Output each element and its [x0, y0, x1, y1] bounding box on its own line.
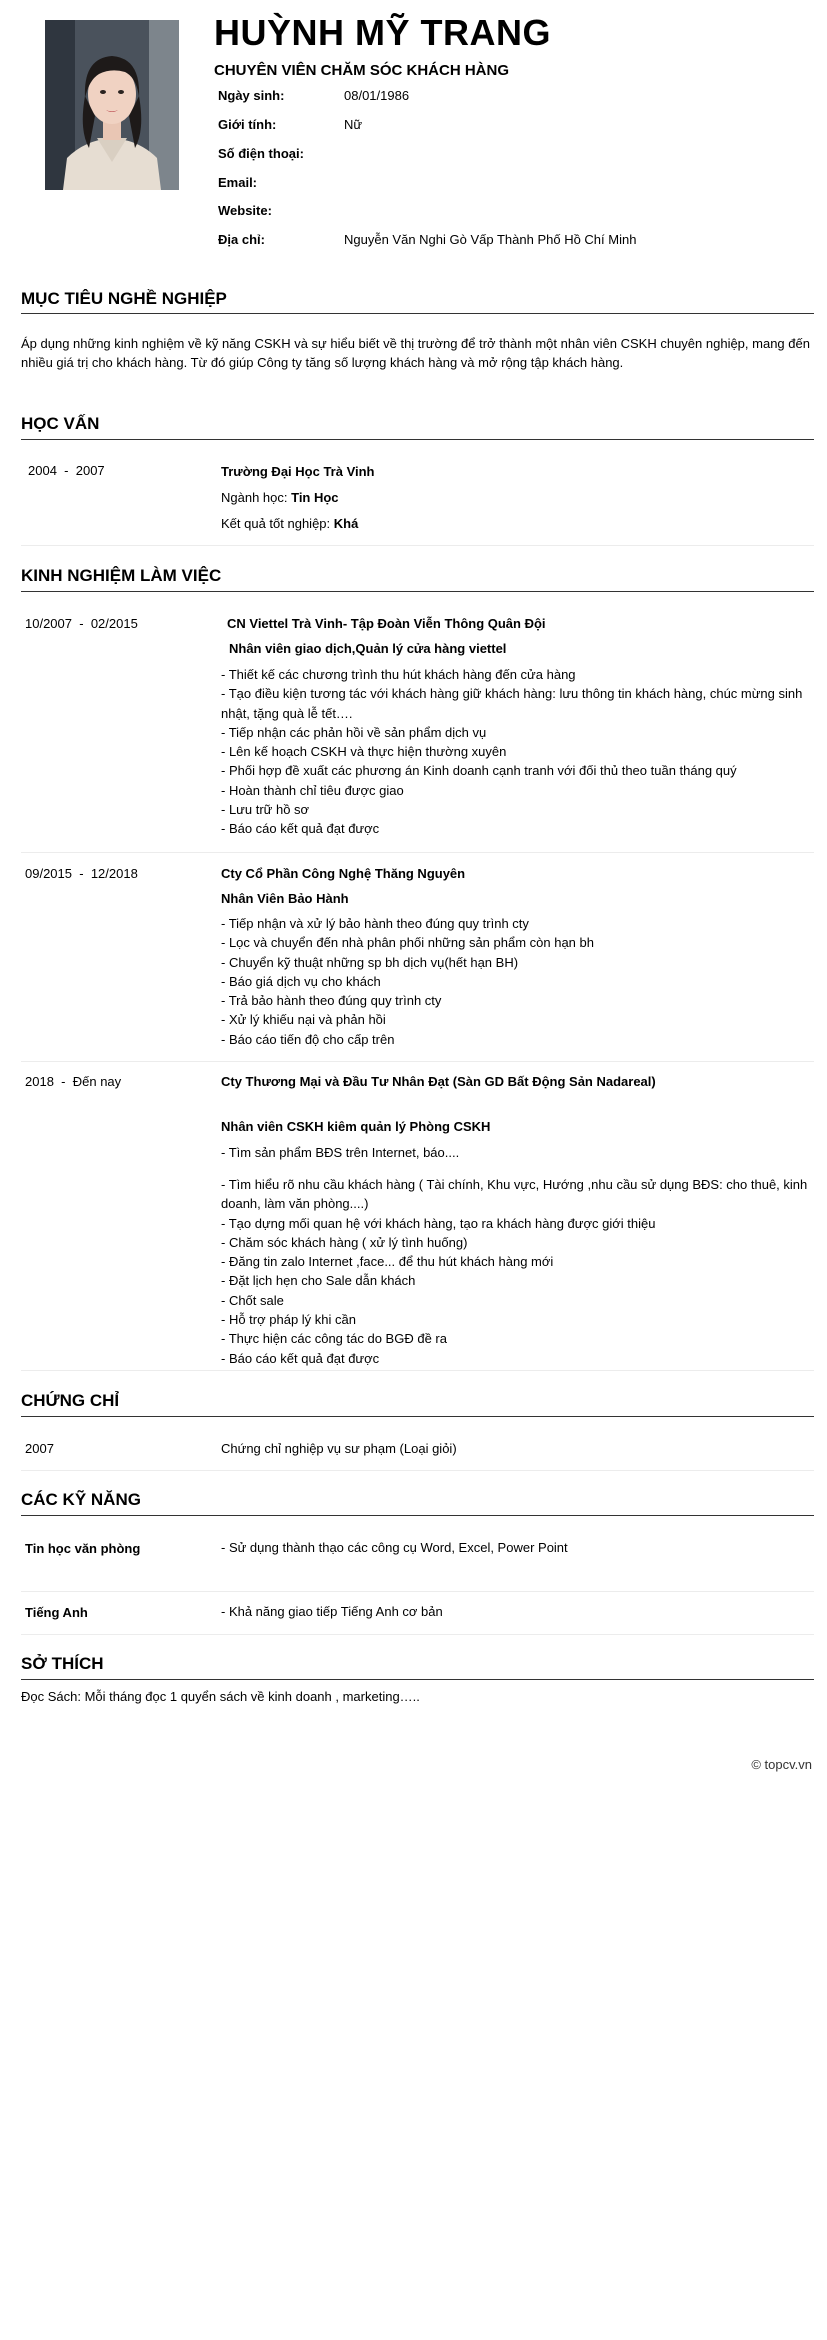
info-value: Nữ	[344, 117, 363, 132]
job-end: Đến nay	[72, 1074, 122, 1089]
item-divider	[21, 1061, 814, 1062]
task-item: - Báo cáo kết quả đạt được	[221, 821, 380, 837]
task-item: - Phối hợp đề xuất các phương án Kinh doanh cạnh tranh với đối thủ theo tuần tháng quý	[221, 763, 737, 779]
job-start: 2018	[25, 1074, 54, 1089]
certificates-title: CHỨNG CHỈ	[21, 1391, 120, 1410]
job-end: 12/2018	[90, 866, 138, 881]
job-start: 09/2015	[25, 866, 72, 881]
task-item: - Trả bảo hành theo đúng quy trình cty	[221, 993, 442, 1009]
job-end: 02/2015	[90, 616, 138, 631]
info-label: Website:	[218, 203, 272, 218]
skills-title: CÁC KỸ NĂNG	[21, 1490, 141, 1509]
job-period	[25, 866, 138, 881]
education-result-row	[221, 516, 358, 531]
profile-photo	[45, 20, 179, 190]
task-item: - Lọc và chuyển đến nhà phân phối những sản phẩm còn hạn bh	[221, 935, 594, 951]
section-rule	[21, 1679, 814, 1680]
section-rule	[21, 313, 814, 314]
job-tasks	[221, 914, 814, 1049]
certificate-year: 2007	[25, 1441, 54, 1456]
education-start: 2004	[28, 463, 57, 478]
job-position: Nhân Viên Bảo Hành	[221, 891, 349, 906]
job-start: 10/2007	[25, 616, 72, 631]
job-intro: - Tìm sản phẩm BĐS trên Internet, báo....	[221, 1145, 460, 1160]
education-major: Tin Học	[291, 490, 339, 505]
footer-credit: © topcv.vn	[751, 1757, 812, 1772]
skill-name: Tin học văn phòng	[25, 1541, 141, 1556]
education-end: 2007	[75, 463, 105, 478]
date-separator: -	[64, 463, 69, 478]
section-rule	[21, 591, 814, 592]
task-item: - Đặt lịch hẹn cho Sale dẫn khách	[221, 1273, 416, 1289]
info-label: Số điện thoại:	[218, 146, 304, 161]
job-tasks	[221, 665, 814, 839]
job-position: Nhân viên CSKH kiêm quản lý Phòng CSKH	[221, 1119, 491, 1134]
info-value: Nguyễn Văn Nghi Gò Vấp Thành Phố Hồ Chí Minh	[344, 232, 637, 247]
education-major-label: Ngành học:	[221, 490, 292, 505]
task-item: - Tiếp nhận và xử lý bảo hành theo đúng quy trình cty	[221, 916, 529, 931]
skill-desc: - Khả năng giao tiếp Tiếng Anh cơ bản	[221, 1604, 443, 1619]
task-item: - Chăm sóc khách hàng ( xử lý tình huống)	[221, 1234, 468, 1250]
experience-title: KINH NGHIỆM LÀM VIỆC	[21, 566, 222, 585]
task-item: - Chốt sale	[221, 1292, 284, 1308]
task-item: - Tiếp nhận các phản hồi về sản phẩm dịch vụ	[221, 724, 487, 740]
item-divider	[21, 1591, 814, 1592]
task-item: - Báo cáo kết quả đạt được	[221, 1350, 380, 1366]
item-divider	[21, 1634, 814, 1635]
section-rule	[21, 1515, 814, 1516]
section-rule	[21, 439, 814, 440]
task-item: - Tìm hiểu rõ nhu cầu khách hàng ( Tài chính, Khu vực, Hướng ,nhu cầu sử dụng BĐS: cho thuê, kinh doanh, làm văn phòng....)	[221, 1177, 808, 1212]
job-tasks	[221, 1175, 814, 1368]
objective-text: Áp dụng những kinh nghiệm về kỹ năng CSKH và sự hiểu biết về thị trường để trở thành một nhân viên CSKH chuyên nghiệp, mang đến nhiều giá trị cho khách hàng. Từ đó giúp Công ty tăng số lượng khách hàng và mở rộng tập khách hàng.	[21, 336, 810, 370]
skill-name: Tiếng Anh	[25, 1605, 88, 1620]
objective-title: MỤC TIÊU NGHỀ NGHIỆP	[21, 289, 227, 308]
item-divider	[21, 852, 814, 853]
task-item: - Tạo dựng mối quan hệ với khách hàng, tạo ra khách hàng được giới thiệu	[221, 1215, 656, 1231]
date-separator: -	[79, 866, 84, 881]
education-major-row	[221, 490, 339, 505]
task-item: - Xử lý khiếu nại và phản hồi	[221, 1012, 386, 1028]
task-item: - Báo giá dịch vụ cho khách	[221, 973, 381, 989]
candidate-position: CHUYÊN VIÊN CHĂM SÓC KHÁCH HÀNG	[214, 62, 510, 79]
education-period	[28, 463, 105, 478]
job-company: CN Viettel Trà Vinh- Tập Đoàn Viễn Thông Quân Đội	[227, 616, 546, 631]
job-period	[25, 616, 138, 631]
info-label: Ngày sinh:	[218, 88, 285, 103]
date-separator: -	[61, 1074, 66, 1089]
candidate-name: HUỲNH MỸ TRANG	[214, 12, 551, 53]
task-item: - Thực hiện các công tác do BGĐ đề ra	[221, 1331, 447, 1347]
info-label: Giới tính:	[218, 117, 277, 132]
job-period	[25, 1074, 121, 1089]
education-school: Trường Đại Học Trà Vinh	[221, 464, 375, 479]
portrait-image	[45, 20, 179, 190]
task-item: - Lưu trữ hồ sơ	[221, 802, 310, 818]
job-company: Cty Thương Mại và Đầu Tư Nhân Đạt (Sàn GD Bất Động Sản Nadareal)	[221, 1074, 656, 1089]
task-item: - Lên kế hoạch CSKH và thực hiện thường xuyên	[221, 744, 507, 760]
hobbies-title: SỞ THÍCH	[21, 1654, 104, 1673]
task-item: - Đăng tin zalo Internet ,face... để thu hút khách hàng mới	[221, 1254, 554, 1270]
task-item: - Chuyển kỹ thuật những sp bh dịch vụ(hết hạn BH)	[221, 954, 519, 970]
item-divider	[21, 1370, 814, 1371]
info-label: Địa chỉ:	[218, 232, 265, 247]
task-item: - Hỗ trợ pháp lý khi cần	[221, 1312, 356, 1328]
date-separator: -	[79, 616, 84, 631]
task-item: - Báo cáo tiến độ cho cấp trên	[221, 1031, 395, 1047]
task-item: - Hoàn thành chỉ tiêu được giao	[221, 782, 404, 798]
task-item: - Thiết kế các chương trình thu hút khách hàng đến cửa hàng	[221, 667, 576, 682]
education-result-label: Kết quả tốt nghiệp:	[221, 516, 334, 531]
education-title: HỌC VẤN	[21, 414, 100, 433]
item-divider	[21, 1470, 814, 1471]
task-item: - Tạo điều kiện tương tác với khách hàng giữ khách hàng: lưu thông tin khách hàng, chúc mừng sinh nhật, tặng quà lễ tết….	[221, 686, 803, 721]
info-value: 08/01/1986	[344, 88, 410, 103]
hobbies-text: Đọc Sách: Mỗi tháng đọc 1 quyển sách về kinh doanh , marketing…..	[21, 1689, 420, 1704]
item-divider	[21, 545, 814, 546]
education-result: Khá	[333, 516, 359, 531]
skill-desc: - Sử dụng thành thạo các công cụ Word, Excel, Power Point	[221, 1540, 568, 1555]
job-company: Cty Cổ Phần Công Nghệ Thăng Nguyên	[221, 866, 466, 881]
info-label: Email:	[218, 175, 258, 190]
section-rule	[21, 1416, 814, 1417]
job-position: Nhân viên giao dịch,Quản lý cửa hàng viettel	[229, 641, 507, 656]
certificate-name: Chứng chỉ nghiệp vụ sư phạm (Loại giỏi)	[221, 1441, 457, 1456]
